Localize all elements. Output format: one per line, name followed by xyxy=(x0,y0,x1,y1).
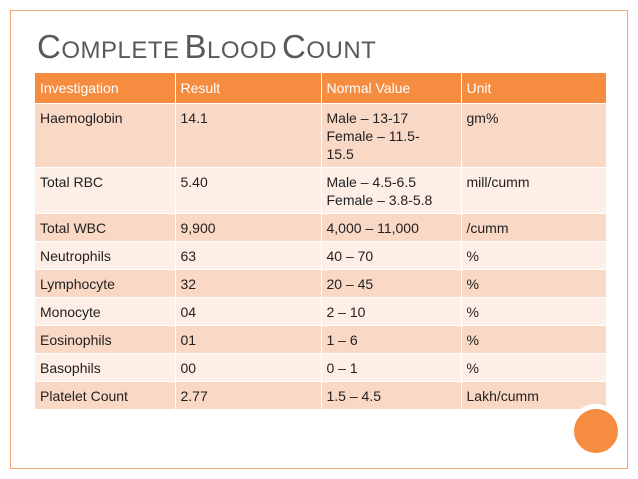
title-cap-2: B xyxy=(184,28,208,65)
cell-unit: /cumm xyxy=(461,214,606,242)
normal-value-line: 40 – 70 xyxy=(326,248,374,264)
header-result: Result xyxy=(175,73,321,104)
cell-result: 00 xyxy=(175,354,321,382)
cell-normal-value xyxy=(321,382,461,410)
cell-unit: gm% xyxy=(461,104,606,168)
title-rest-3: OUNT xyxy=(306,37,377,64)
table-row xyxy=(35,298,606,326)
normal-value-line: 0 – 1 xyxy=(326,360,358,376)
cell-unit: % xyxy=(461,270,606,298)
page-title xyxy=(37,28,376,66)
title-rest-2: LOOD xyxy=(207,37,278,64)
cell-unit: mill/cumm xyxy=(461,168,606,214)
cell-investigation: Monocyte xyxy=(35,298,175,326)
table-row xyxy=(35,104,606,168)
cell-investigation: Basophils xyxy=(35,354,175,382)
cell-normal-value xyxy=(321,326,461,354)
cell-normal-value xyxy=(321,270,461,298)
cell-normal-value xyxy=(321,354,461,382)
normal-value-line: Female – 3.8-5.8 xyxy=(326,192,433,208)
cell-unit: % xyxy=(461,354,606,382)
cell-normal-value xyxy=(321,214,461,242)
header-unit: Unit xyxy=(461,73,606,104)
cell-investigation: Neutrophils xyxy=(35,242,175,270)
table-header-row xyxy=(35,73,606,104)
table-row xyxy=(35,382,606,410)
table-row xyxy=(35,168,606,214)
table-row xyxy=(35,270,606,298)
cell-investigation: Haemoglobin xyxy=(35,104,175,168)
cell-investigation: Total WBC xyxy=(35,214,175,242)
cell-result: 01 xyxy=(175,326,321,354)
cell-result: 04 xyxy=(175,298,321,326)
cell-normal-value xyxy=(321,242,461,270)
cell-result: 32 xyxy=(175,270,321,298)
title-rest-1: OMPLETE xyxy=(61,37,180,64)
normal-value-line: 2 – 10 xyxy=(326,304,366,320)
table-row xyxy=(35,214,606,242)
cell-unit: % xyxy=(461,298,606,326)
cell-investigation: Platelet Count xyxy=(35,382,175,410)
header-investigation: Investigation xyxy=(35,73,175,104)
cell-result: 2.77 xyxy=(175,382,321,410)
blood-count-table xyxy=(35,73,607,410)
cell-unit: % xyxy=(461,326,606,354)
normal-value-line: Male – 4.5-6.5 xyxy=(326,174,416,190)
cell-investigation: Eosinophils xyxy=(35,326,175,354)
cell-investigation: Lymphocyte xyxy=(35,270,175,298)
table-row xyxy=(35,354,606,382)
normal-value-line: 1 – 6 xyxy=(326,332,358,348)
cell-result: 63 xyxy=(175,242,321,270)
cell-result: 5.40 xyxy=(175,168,321,214)
normal-value-line: Male – 13-17 xyxy=(326,110,409,126)
table-row xyxy=(35,242,606,270)
cell-unit: % xyxy=(461,242,606,270)
normal-value-line: 20 – 45 xyxy=(326,276,374,292)
cell-normal-value xyxy=(321,168,461,214)
normal-value-line: 1.5 – 4.5 xyxy=(326,388,381,404)
normal-value-line: 15.5 xyxy=(326,146,354,162)
cell-result: 14.1 xyxy=(175,104,321,168)
normal-value-line: 4,000 – 11,000 xyxy=(326,220,419,236)
header-normal-value: Normal Value xyxy=(321,73,461,104)
cell-unit: Lakh/cumm xyxy=(461,382,606,410)
normal-value-line: Female – 11.5- xyxy=(326,128,420,144)
cell-investigation: Total RBC xyxy=(35,168,175,214)
table-row xyxy=(35,326,606,354)
title-cap-1: C xyxy=(37,28,62,65)
table-body xyxy=(35,104,606,410)
cell-normal-value xyxy=(321,104,461,168)
title-cap-3: C xyxy=(281,28,307,65)
cell-normal-value xyxy=(321,298,461,326)
decorative-circle xyxy=(569,404,623,458)
cell-result: 9,900 xyxy=(175,214,321,242)
